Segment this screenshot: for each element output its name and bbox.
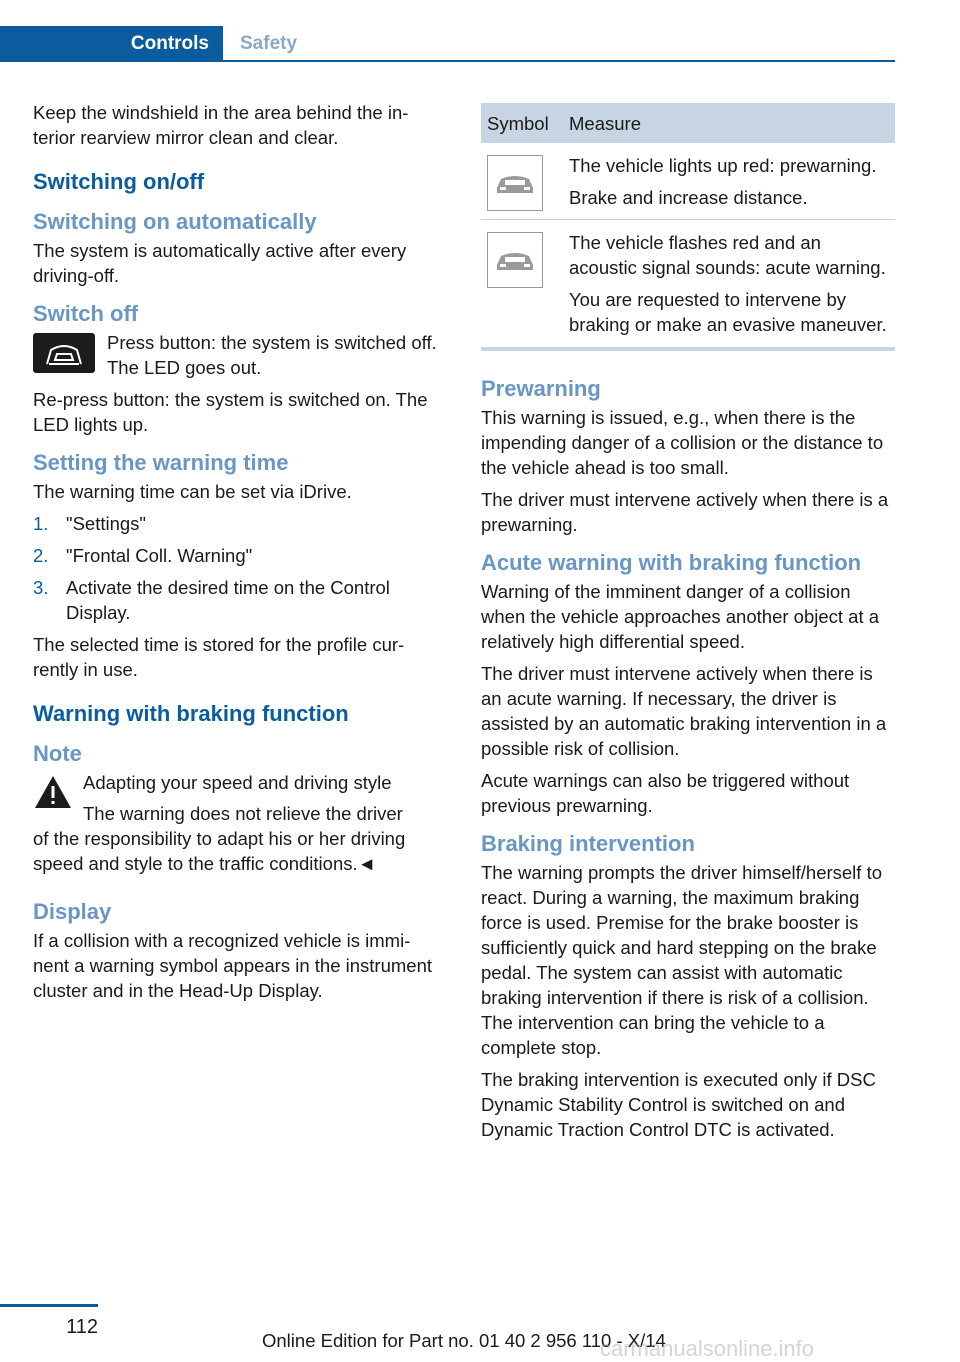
list-item: 1. "Settings" [33,513,146,534]
stored-text: The selected time is stored for the profile currently in use. [33,634,405,680]
prewarning-text-1: This warning is issued, e.g., when there is the impending danger of a collision or the distance to the vehicle ahead is too small. [481,407,884,478]
auto-text: The system is automatically active after every driving-off. [33,240,407,286]
warning-triangle-icon [33,774,73,810]
heading-braking-intervention: Braking intervention [481,831,695,856]
acute-text-1: Warning of the imminent danger of a collision when the vehicle approaches another object at a relatively high differential speed. [481,581,880,652]
heading-note: Note [33,741,82,766]
switch-off-text: Press button: the system is switched off. The LED goes out. [107,332,437,378]
table-row [481,220,895,350]
measure-line: The vehicle flashes red and an acoustic signal sounds: acute warning. [569,232,886,278]
heading-braking-function: Warning with braking function [33,701,349,726]
intervention-text-2: The braking intervention is executed only if DSC Dynamic Stability Control is switched on and Dynamic Traction Control DTC is activated. [481,1069,876,1140]
car-warning-icon [487,155,543,211]
car-warning-icon [487,232,543,288]
header-bar [0,26,895,62]
list-item: 3. Activate the desired time on the Control Display. [33,577,390,623]
acute-text-3: Acute warnings can also be triggered without previous prewarning. [481,770,850,816]
measure-line: Brake and increase distance. [569,187,808,208]
tab-safety[interactable]: Safety [240,33,298,54]
edition-text: Online Edition for Part no. 01 40 2 956 110 - X/14 [262,1330,666,1351]
heading-switch-off: Switch off [33,301,139,326]
col-symbol-header: Symbol [481,103,563,143]
measure-line: The vehicle lights up red: prewarning. [569,155,877,176]
note-text-first: The warning does not relieve the driver [83,803,403,824]
symbol-table [481,103,895,351]
tab-controls[interactable]: Controls [0,26,223,62]
intervention-text-1: The warning prompts the driver himself/herself to react. During a warning, the maximum braking force is used. Premise for the brake booster is sufficiently quick and hard stepping on the brake pedal. The system can assist with automatic braking intervention if there is risk of a collision. The intervention can bring the vehicle to a complete stop. [481,862,883,1058]
collision-button-icon [33,333,95,373]
repress-text: Re-press button: the system is switched on. The LED lights up. [33,389,428,435]
heading-warning-time: Setting the warning time [33,450,289,475]
measure-line: You are requested to intervene by braking or make an evasive maneuver. [569,289,887,335]
left-column [33,100,438,1010]
prewarning-text-2: The driver must intervene actively when there is a prewarning. [481,489,889,535]
steps-list [33,511,438,625]
display-text: If a collision with a recognized vehicle is imminent a warning symbol appears in the instrument cluster and in the Head-Up Display. [33,930,432,1001]
switch-off-row [33,330,438,380]
heading-prewarning: Prewarning [481,376,601,401]
page-number: 112 [66,1316,98,1338]
note-title: Adapting your speed and driving style [83,772,392,793]
right-column [481,103,895,1149]
list-item: 2. "Frontal Coll. Warning" [33,545,253,566]
heading-display: Display [33,899,112,924]
watermark: carmanualsonline.info [600,1336,815,1361]
warning-time-text: The warning time can be set via iDrive. [33,481,352,502]
col-measure-header: Measure [563,103,895,143]
note-text-rest: of the responsibility to adapt his or her driving speed and style to the traffic conditions.◄ [33,828,406,874]
heading-switching: Switching on/off [33,169,205,194]
note-row [33,770,438,826]
heading-switching-auto: Switching on automatically [33,209,317,234]
footer-rule [0,1304,98,1307]
table-row [481,143,895,220]
acute-text-2: The driver must intervene actively when there is an acute warning. If necessary, the driver is assisted by an automatic braking intervention in a possible risk of collision. [481,663,887,759]
intro-text: Keep the windshield in the area behind the interior rearview mirror clean and clear. [33,102,409,148]
heading-acute-warning: Acute warning with braking function [481,550,862,575]
